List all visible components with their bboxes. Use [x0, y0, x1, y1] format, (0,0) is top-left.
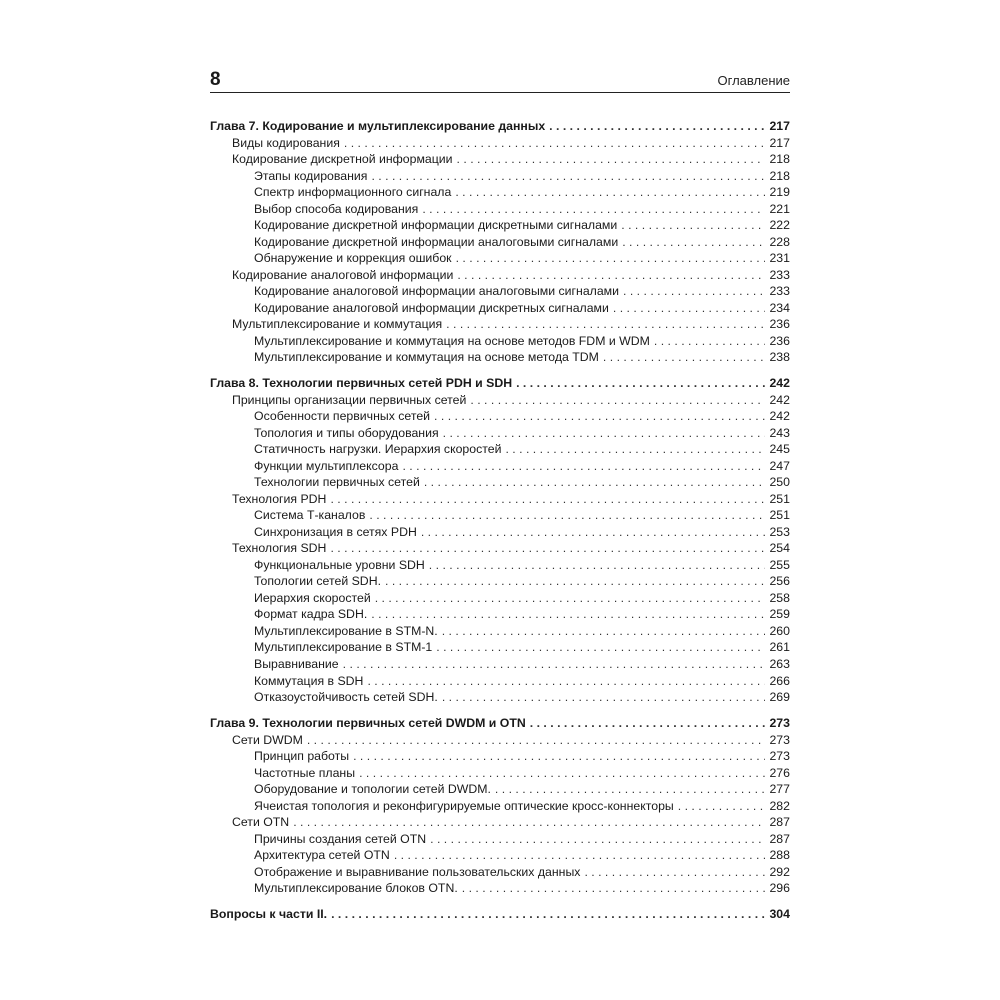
toc-section-entry[interactable]: [210, 392, 790, 409]
toc-entry-page-number: 287: [769, 831, 790, 846]
toc-entry-page-number: 269: [769, 690, 790, 705]
toc-entry-page-number: 253: [769, 524, 790, 539]
toc-entry-page-number: 276: [769, 765, 790, 780]
toc-entry-title: Глава 9. Технологии первичных сетей DWDM и OTN: [210, 716, 526, 731]
toc-entry-page-number: 250: [769, 475, 790, 490]
toc-entry-page-number: 231: [769, 251, 790, 266]
toc-entry-page-number: 259: [769, 607, 790, 622]
toc-section-entry[interactable]: [210, 814, 790, 831]
toc-subsection-entry[interactable]: [210, 864, 790, 881]
dot-leader: [330, 491, 765, 508]
toc-entry-title: Система Т-каналов: [254, 508, 366, 523]
dot-leader: [331, 906, 765, 923]
dot-leader: [343, 656, 766, 673]
toc-subsection-entry[interactable]: [210, 524, 790, 541]
toc-section-entry[interactable]: [210, 151, 790, 168]
toc-subsection-entry[interactable]: [210, 474, 790, 491]
dot-leader: [359, 765, 765, 782]
toc-subsection-entry[interactable]: [210, 217, 790, 234]
toc-entry-title: Выравнивание: [254, 657, 339, 671]
dot-leader: [470, 392, 765, 409]
toc-entry-page-number: 234: [769, 300, 790, 315]
toc-entry-title: Мультиплексирование в STM-N.: [254, 623, 438, 638]
toc-entry-title: Этапы кодирования: [254, 168, 368, 183]
chapter-spacer: [210, 897, 790, 907]
dot-leader: [353, 748, 765, 765]
toc-subsection-entry[interactable]: [210, 441, 790, 458]
toc-entry-title: Мультиплексирование и коммутация на основе метода TDM: [254, 350, 599, 365]
toc-entry-page-number: 233: [769, 284, 790, 299]
running-title: Оглавление: [717, 73, 790, 88]
dot-leader: [442, 689, 766, 706]
toc-entry-page-number: 255: [769, 557, 790, 572]
toc-entry-title: Спектр информационного сигнала: [254, 185, 452, 200]
dot-leader: [443, 425, 766, 442]
toc-entry-title: Мультиплексирование блоков OTN.: [254, 881, 458, 896]
dot-leader: [424, 474, 766, 491]
toc-entry-title: Топология и типы оборудования: [254, 425, 439, 440]
dot-leader: [293, 814, 765, 831]
dot-leader: [344, 135, 766, 152]
toc-entry-page-number: 242: [769, 392, 790, 407]
toc-subsection-entry[interactable]: [210, 606, 790, 623]
toc-entry-title: Отображение и выравнивание пользовательских данных: [254, 864, 581, 879]
dot-leader: [584, 864, 765, 881]
toc-entry-title: Синхронизация в сетях PDH: [254, 524, 417, 539]
toc-section-entry[interactable]: [210, 316, 790, 333]
dot-leader: [442, 623, 766, 640]
toc-subsection-entry[interactable]: [210, 234, 790, 251]
toc-entry-page-number: 288: [769, 848, 790, 863]
toc-entry-title: Кодирование дискретной информации аналоговыми сигналами: [254, 234, 619, 249]
dot-leader: [456, 250, 766, 267]
dot-leader: [385, 573, 765, 590]
toc-subsection-entry[interactable]: [210, 201, 790, 218]
toc-subsection-entry[interactable]: [210, 623, 790, 640]
page-number: 8: [210, 69, 221, 90]
toc-entry-title: Кодирование аналоговой информации дискретных сигналами: [254, 300, 609, 315]
toc-entry-title: Мультиплексирование и коммутация на основе методов FDM и WDM: [254, 333, 650, 348]
toc-entry-title: Выбор способа кодирования: [254, 201, 419, 216]
toc-subsection-entry[interactable]: [210, 283, 790, 300]
toc-section-entry[interactable]: [210, 491, 790, 508]
dot-leader: [369, 507, 765, 524]
toc-subsection-entry[interactable]: [210, 250, 790, 267]
toc-entry-title: Вопросы к части II.: [210, 907, 328, 922]
toc-entry-page-number: 238: [769, 350, 790, 365]
dot-leader: [430, 831, 765, 848]
toc-subsection-entry[interactable]: [210, 349, 790, 366]
toc-entry-page-number: 282: [769, 798, 790, 813]
toc-entry-title: Отказоустойчивость сетей SDH.: [254, 690, 438, 705]
toc-subsection-entry[interactable]: [210, 408, 790, 425]
toc-subsection-entry[interactable]: [210, 781, 790, 798]
dot-leader: [375, 590, 766, 607]
toc-subsection-entry[interactable]: [210, 557, 790, 574]
toc-entry-page-number: 254: [769, 541, 790, 556]
toc-entry-title: Технологии первичных сетей: [254, 475, 420, 490]
dot-leader: [530, 715, 766, 732]
toc-section-entry[interactable]: [210, 267, 790, 284]
toc-section-entry[interactable]: [210, 540, 790, 557]
toc-entry-page-number: 251: [769, 508, 790, 523]
toc-entry-page-number: 266: [769, 673, 790, 688]
dot-leader: [495, 781, 766, 798]
toc-entry-page-number: 218: [769, 152, 790, 167]
dot-leader: [613, 300, 766, 317]
toc-entry-title: Принцип работы: [254, 749, 350, 764]
toc-entry-title: Сети DWDM: [232, 732, 303, 747]
toc-entry-page-number: 263: [769, 657, 790, 671]
toc-subsection-entry[interactable]: [210, 300, 790, 317]
toc-subsection-entry[interactable]: [210, 573, 790, 590]
dot-leader: [457, 267, 765, 284]
toc-entry-page-number: 273: [769, 732, 790, 747]
toc-entry-title: Коммутация в SDH: [254, 673, 364, 688]
toc-subsection-entry[interactable]: [210, 847, 790, 864]
toc-entry-title: Иерархия скоростей: [254, 590, 371, 605]
toc-subsection-entry[interactable]: [210, 748, 790, 765]
toc-entry-page-number: 221: [769, 201, 790, 216]
chapter-spacer: [210, 706, 790, 716]
toc-entry-title: Виды кодирования: [232, 135, 340, 150]
toc-subsection-entry[interactable]: [210, 639, 790, 656]
toc-subsection-entry[interactable]: [210, 673, 790, 690]
toc-entry-title: Мультиплексирование в STM-1: [254, 640, 433, 655]
toc-entry-title: Особенности первичных сетей: [254, 409, 431, 424]
toc-entry-page-number: 236: [769, 317, 790, 332]
toc-entry-page-number: 251: [769, 491, 790, 506]
toc-entry-page-number: 261: [769, 640, 790, 655]
toc-entry-page-number: 260: [769, 623, 790, 638]
toc-subsection-entry[interactable]: [210, 831, 790, 848]
toc-entry-title: Принципы организации первичных сетей: [232, 392, 467, 407]
dot-leader: [603, 349, 766, 366]
toc-entry-title: Кодирование дискретной информации дискретными сигналами: [254, 218, 618, 233]
dot-leader: [394, 847, 766, 864]
toc-entry-title: Обнаружение и коррекция ошибок: [254, 251, 452, 266]
dot-leader: [330, 540, 765, 557]
toc-subsection-entry[interactable]: [210, 425, 790, 442]
page-header: [210, 68, 790, 93]
dot-leader: [422, 201, 765, 218]
dot-leader: [367, 673, 765, 690]
toc-entry-page-number: 247: [769, 458, 790, 473]
chapter-spacer: [210, 366, 790, 376]
toc-subsection-entry[interactable]: [210, 507, 790, 524]
toc-entry-title: Функциональные уровни SDH: [254, 557, 425, 572]
dot-leader: [621, 217, 765, 234]
toc-entry-title: Сети OTN: [232, 815, 290, 830]
toc-entry-title: Формат кадра SDH.: [254, 607, 368, 622]
toc-entry-page-number: 258: [769, 590, 790, 605]
toc-entry-title: Статичность нагрузки. Иерархия скоростей: [254, 442, 502, 457]
toc-subsection-entry[interactable]: [210, 333, 790, 350]
dot-leader: [446, 316, 765, 333]
dot-leader: [462, 880, 766, 897]
toc-subsection-entry[interactable]: [210, 656, 790, 673]
toc-entry-page-number: 222: [769, 218, 790, 233]
toc-entry-title: Функции мультиплексора: [254, 458, 399, 473]
toc-entry-page-number: 219: [769, 185, 790, 200]
toc-chapter-entry[interactable]: [210, 715, 790, 732]
toc-entry-page-number: 228: [769, 234, 790, 249]
toc-subsection-entry[interactable]: [210, 590, 790, 607]
toc-section-entry[interactable]: [210, 732, 790, 749]
toc-entry-page-number: 256: [769, 574, 790, 589]
dot-leader: [654, 333, 766, 350]
toc-entry-title: Топологии сетей SDH.: [254, 574, 381, 589]
toc-entry-page-number: 292: [769, 864, 790, 879]
dot-leader: [549, 118, 765, 135]
dot-leader: [505, 441, 765, 458]
dot-leader: [622, 234, 765, 251]
toc-entry-page-number: 304: [769, 907, 790, 922]
dot-leader: [429, 557, 766, 574]
toc-chapter-entry[interactable]: [210, 375, 790, 392]
toc-entry-page-number: 217: [769, 119, 790, 133]
dot-leader: [457, 151, 766, 168]
toc-entry-title: Технология SDH: [232, 541, 327, 556]
toc-entry-page-number: 287: [769, 815, 790, 830]
toc-entry-page-number: 296: [769, 881, 790, 896]
toc-entry-title: Кодирование дискретной информации: [232, 152, 453, 167]
dot-leader: [516, 375, 765, 392]
toc-entry-title: Ячеистая топология и реконфигурируемые оптические кросс-коннекторы: [254, 798, 674, 813]
toc-subsection-entry[interactable]: [210, 458, 790, 475]
dot-leader: [371, 606, 765, 623]
toc-entry-title: Технология PDH: [232, 491, 327, 506]
toc-entry-title: Кодирование аналоговой информации: [232, 267, 454, 282]
dot-leader: [371, 168, 765, 185]
toc-entry-title: Частотные планы: [254, 765, 356, 780]
toc-subsection-entry[interactable]: [210, 689, 790, 706]
toc-subsection-entry[interactable]: [210, 765, 790, 782]
toc-entry-page-number: 277: [769, 782, 790, 797]
toc-subsection-entry[interactable]: [210, 168, 790, 185]
dot-leader: [455, 184, 765, 201]
toc-subsection-entry[interactable]: [210, 184, 790, 201]
toc-entry-title: Архитектура сетей OTN: [254, 848, 390, 863]
toc-entry-page-number: 233: [769, 267, 790, 282]
toc-entry-page-number: 243: [769, 425, 790, 440]
dot-leader: [436, 639, 765, 656]
dot-leader: [307, 732, 766, 749]
dot-leader: [421, 524, 766, 541]
toc-entry-page-number: 242: [769, 376, 790, 391]
toc-entry-title: Глава 7. Кодирование и мультиплексирование данных: [210, 119, 546, 133]
toc-subsection-entry[interactable]: [210, 798, 790, 815]
toc-section-entry[interactable]: [210, 135, 790, 152]
table-of-contents: [210, 118, 790, 923]
dot-leader: [623, 283, 765, 300]
dot-leader: [678, 798, 766, 815]
toc-entry-page-number: 273: [769, 749, 790, 764]
toc-entry-title: Оборудование и топологии сетей DWDM.: [254, 782, 491, 797]
toc-entry-page-number: 217: [769, 135, 790, 150]
toc-entry-page-number: 236: [769, 333, 790, 348]
dot-leader: [434, 408, 765, 425]
toc-entry-title: Кодирование аналоговой информации аналоговыми сигналами: [254, 284, 619, 299]
toc-chapter-entry[interactable]: [210, 118, 790, 135]
toc-entry-title: Причины создания сетей OTN: [254, 831, 427, 846]
toc-entry-page-number: 273: [769, 716, 790, 731]
toc-entry-page-number: 242: [769, 409, 790, 424]
toc-chapter-entry[interactable]: [210, 906, 790, 923]
toc-entry-page-number: 245: [769, 442, 790, 457]
toc-entry-title: Глава 8. Технологии первичных сетей PDH и SDH: [210, 376, 513, 391]
toc-entry-page-number: 218: [769, 168, 790, 183]
book-page: [210, 68, 790, 922]
toc-entry-title: Мультиплексирование и коммутация: [232, 317, 443, 332]
toc-subsection-entry[interactable]: [210, 880, 790, 897]
dot-leader: [402, 458, 765, 475]
